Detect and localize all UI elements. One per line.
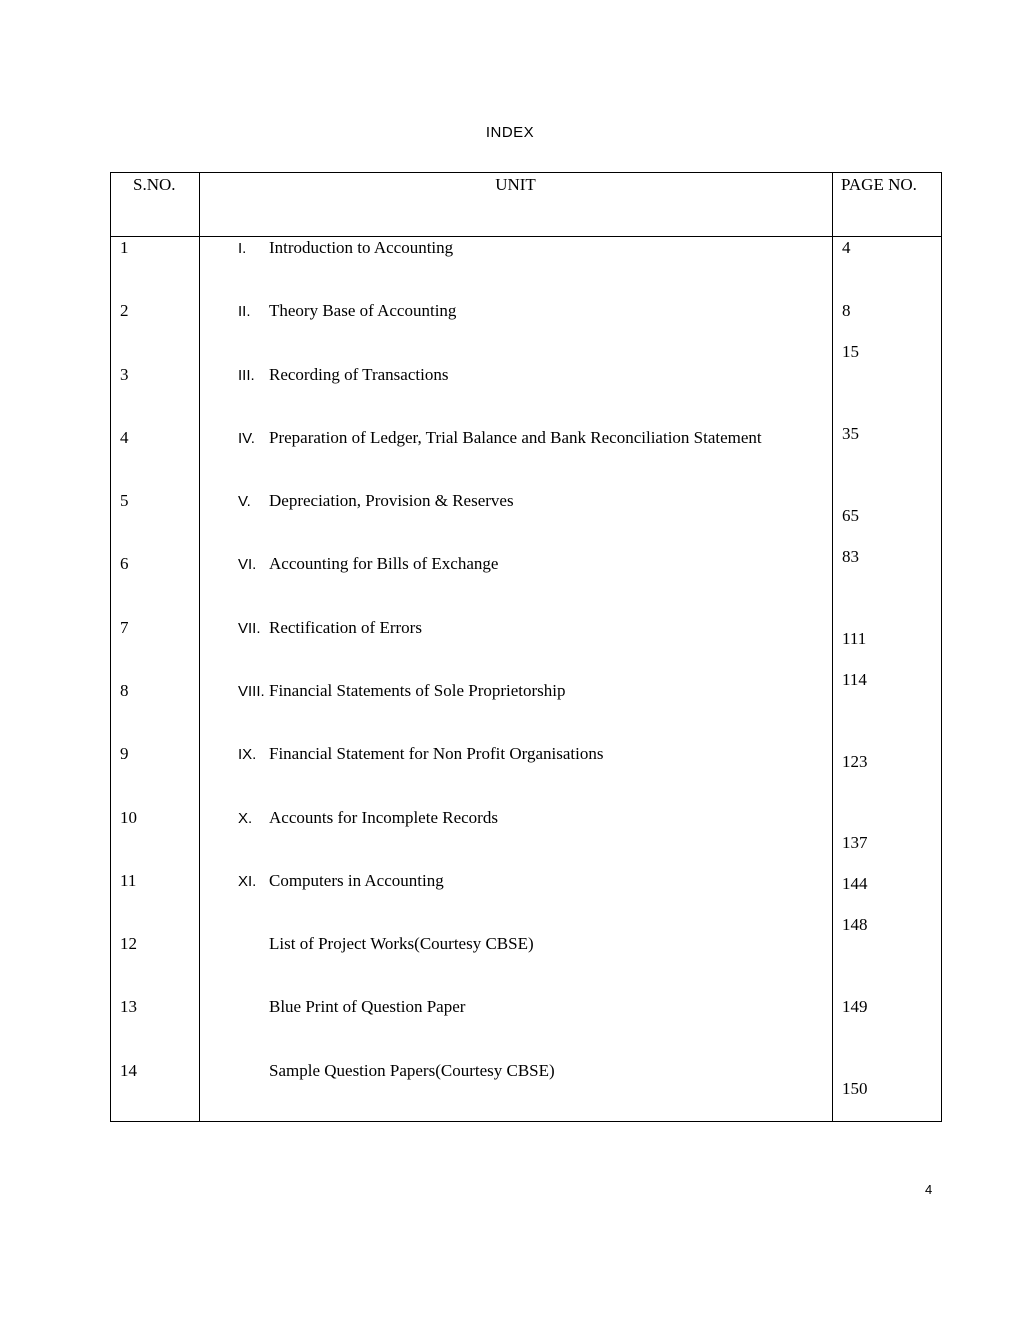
page-number: 149 [842,997,868,1016]
row-sno: 7 [120,618,129,637]
row-unit-title: Blue Print of Question Paper [269,997,466,1016]
row-sno: 1 [120,238,129,257]
row-roman-numeral: VII. [238,620,261,637]
row-roman-numeral: VI. [238,556,257,573]
page-number: 148 [842,915,868,934]
row-sno: 2 [120,301,129,320]
page-number: 144 [842,874,868,893]
row-roman-numeral: IX. [238,746,257,763]
row-unit-title: Accounts for Incomplete Records [269,808,498,827]
footer-page-number: 4 [925,1182,933,1197]
row-unit-title: Preparation of Ledger, Trial Balance and Bank Reconciliation Statement [269,428,762,447]
row-roman-numeral: XI. [238,873,257,890]
row-roman-numeral: IV. [238,430,255,447]
row-unit-title: Rectification of Errors [269,618,422,637]
row-unit-title: Introduction to Accounting [269,238,454,257]
header-page-no: PAGE NO. [841,175,917,194]
row-sno: 3 [120,365,129,384]
row-unit-title: Sample Question Papers(Courtesy CBSE) [269,1061,555,1080]
row-unit-title: Financial Statement for Non Profit Organisations [269,744,604,763]
row-sno: 6 [120,554,129,573]
page-number: 83 [842,547,859,566]
header-sno: S.NO. [133,175,176,194]
row-sno: 13 [120,997,137,1016]
page-number: 65 [842,506,859,525]
row-sno: 9 [120,744,129,763]
index-table [110,172,942,1122]
row-unit-title: Financial Statements of Sole Proprietorship [269,681,566,700]
header-divider [111,236,941,237]
page-number: 137 [842,833,868,852]
page-number: 4 [842,238,851,257]
column-divider [199,173,200,1121]
row-unit-title: Recording of Transactions [269,365,449,384]
page-number: 111 [842,629,867,648]
row-sno: 5 [120,491,129,510]
row-sno: 14 [120,1061,137,1080]
page-number: 123 [842,752,868,771]
row-roman-numeral: II. [238,303,251,320]
row-sno: 4 [120,428,129,447]
row-sno: 12 [120,934,137,953]
row-roman-numeral: III. [238,367,255,384]
page-number: 35 [842,424,859,443]
page-number: 15 [842,342,859,361]
page-number: 8 [842,301,851,320]
row-unit-title: Depreciation, Provision & Reserves [269,491,514,510]
row-unit-title: Accounting for Bills of Exchange [269,554,499,573]
row-sno: 11 [120,871,137,890]
row-unit-title: Computers in Accounting [269,871,444,890]
row-unit-title: Theory Base of Accounting [269,301,457,320]
row-roman-numeral: I. [238,240,247,257]
index-title: INDEX [485,124,535,141]
column-divider [832,173,833,1121]
page-number: 114 [842,670,867,689]
row-roman-numeral: VIII. [238,683,265,700]
header-unit: UNIT [495,175,536,194]
row-roman-numeral: V. [238,493,251,510]
row-roman-numeral: X. [238,810,253,827]
row-unit-title: List of Project Works(Courtesy CBSE) [269,934,534,953]
row-sno: 10 [120,808,137,827]
row-sno: 8 [120,681,129,700]
page-number: 150 [842,1079,868,1098]
